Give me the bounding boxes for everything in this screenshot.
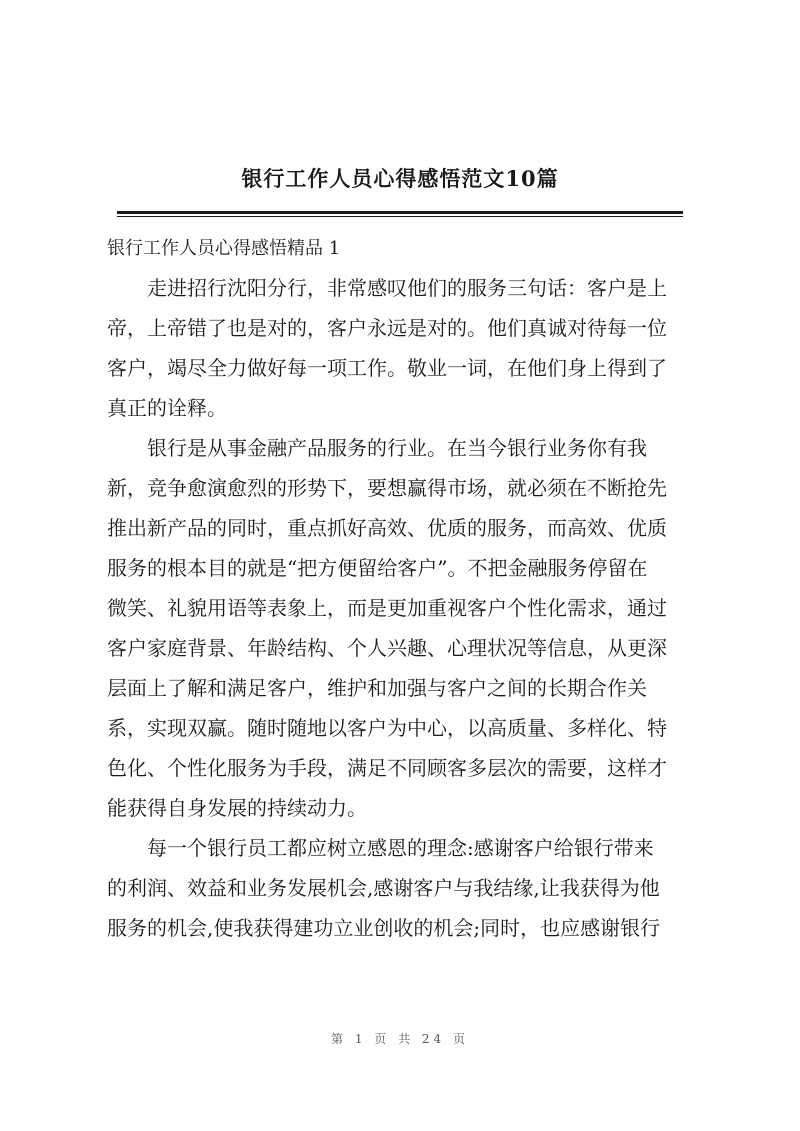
text-line: 客户家庭背景、年龄结构、个人兴趣、心理状况等信息，从更深 — [107, 636, 667, 660]
text-line: 帝，上帝错了也是对的，客户永远是对的。他们真诚对待每一位 — [107, 316, 667, 340]
text-line: 色化、个性化服务为手段，满足不同顾客多层次的需要，这样才 — [107, 756, 667, 780]
text-line: 系，实现双赢。随时随地以客户为中心，以高质量、多样化、特 — [107, 716, 667, 740]
title-rule-thick — [117, 211, 683, 214]
text-line: 真正的诠释。 — [107, 396, 227, 420]
text-line: 银行是从事金融产品服务的行业。在当今银行业务你有我 — [107, 436, 647, 460]
body-text — [107, 268, 700, 948]
text-line: 层面上了解和满足客户，维护和加强与客户之间的长期合作关 — [107, 676, 647, 700]
text-line: 客户，竭尽全力做好每一项工作。敬业一词，在他们身上得到了 — [107, 356, 667, 380]
document-title: 银行工作人员心得感悟范文10篇 — [241, 166, 559, 191]
text-line: 服务的机会,使我获得建功立业创收的机会;同时，也应感谢银行 — [107, 916, 661, 940]
text-line: 新，竞争愈演愈烈的形势下，要想赢得市场，就必须在不断抢先 — [107, 476, 667, 500]
section-heading: 银行工作人员心得感悟精品 1 — [107, 238, 341, 259]
text-line: 能获得自身发展的持续动力。 — [107, 796, 367, 820]
title-rule-thin — [117, 216, 683, 217]
text-line: 走进招行沈阳分行，非常感叹他们的服务三句话：客户是上 — [107, 276, 667, 300]
text-line: 服务的根本目的就是“把方便留给客户”。不把金融服务停留在 — [107, 556, 648, 580]
text-line: 的利润、效益和业务发展机会,感谢客户与我结缘,让我获得为他 — [107, 876, 660, 900]
page-footer: 第 1 页 共 24 页 — [331, 1032, 469, 1046]
text-line: 每一个银行员工都应树立感恩的理念:感谢客户给银行带来 — [107, 836, 654, 860]
text-line: 推出新产品的同时，重点抓好高效、优质的服务，而高效、优质 — [107, 516, 667, 540]
text-line: 微笑、礼貌用语等表象上，而是更加重视客户个性化需求，通过 — [107, 596, 667, 620]
